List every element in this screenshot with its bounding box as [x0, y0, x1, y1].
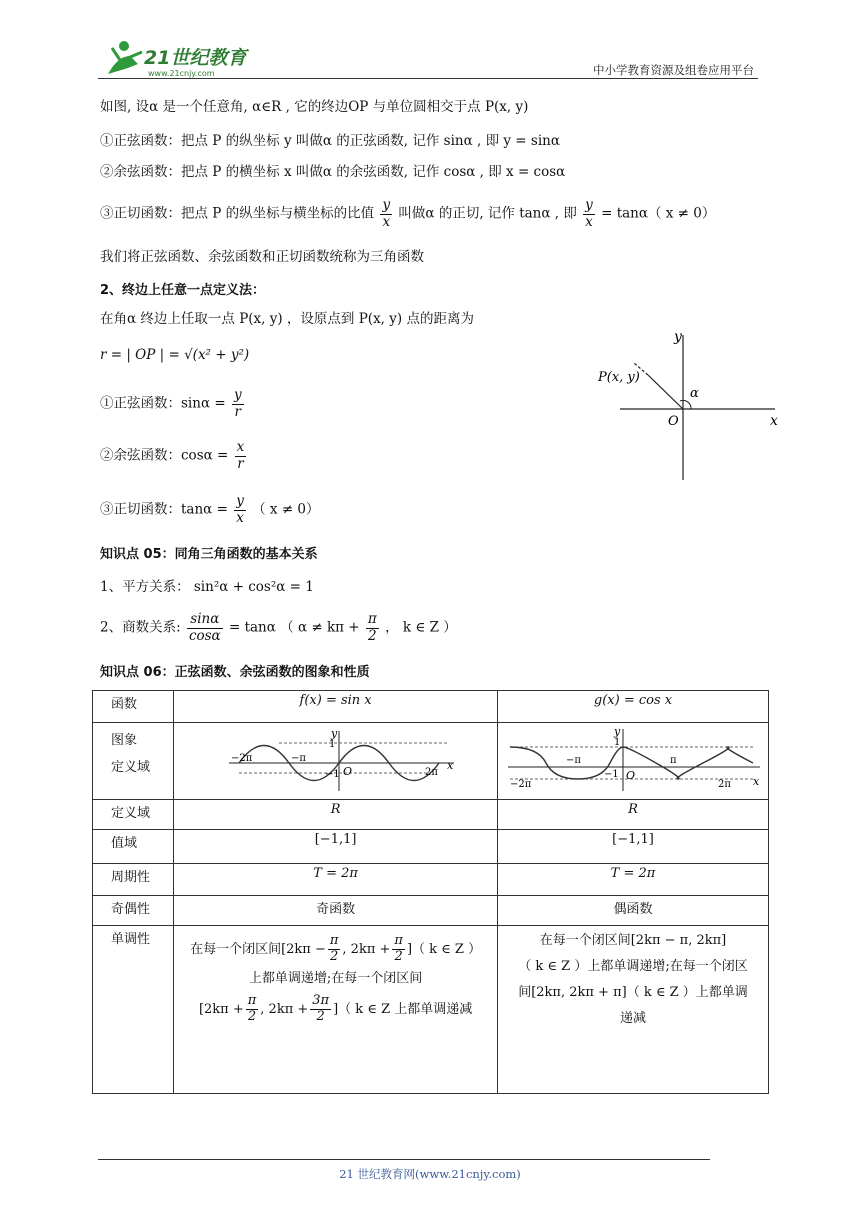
section-heading-2: 2、终边上任意一点定义法： — [100, 283, 266, 298]
svg-text:π: π — [669, 755, 677, 766]
table-head-func: 函数 — [93, 691, 174, 723]
table-row — [93, 800, 769, 830]
alpha-label: α — [690, 386, 699, 401]
footer-text: 21 世纪教育网(www.21cnjy.com) — [339, 1167, 521, 1181]
section-heading-05: 知识点 05：同角三角函数的基本关系 — [100, 547, 318, 562]
table-row — [93, 926, 769, 1094]
cosine-graph — [498, 723, 768, 795]
sine-graph — [179, 723, 492, 795]
sin-value: T = 2π — [174, 864, 498, 896]
properties-table — [92, 690, 769, 1094]
sine-ratio-def: ①正弦函数：sinα = $\frac{y}{r}$ — [100, 387, 242, 420]
cos-value: R — [497, 800, 768, 830]
tangent-ratio-def: ③正切函数：tanα = $\frac{y}{x}$ （ x ≠ 0） — [100, 493, 320, 526]
intro-line: 如图, 设α 是一个任意角, α∈R , 它的终边OP 与单位圆相交于点 P(x, y) — [100, 99, 529, 115]
svg-text:−1: −1 — [603, 769, 619, 780]
x-axis-label: x — [770, 413, 778, 429]
row-label: 单调性 — [93, 926, 174, 1094]
cos-monotonicity: 在每一个闭区间[2kπ − π, 2kπ] （ k ∈ Z ）上都单调递增;在每一个闭区 间[2kπ, 2kπ + π]（ k ∈ Z ）上都单调 递减 — [497, 926, 768, 1094]
table-head-sin: f(x) = sin x — [174, 691, 498, 723]
svg-text:−1: −1 — [325, 769, 340, 780]
svg-text:x: x — [752, 775, 760, 788]
table-row — [93, 723, 769, 800]
cosine-ratio-def: ②余弦函数：cosα = $\frac{x}{r}$ — [100, 439, 245, 472]
svg-text:−2π: −2π — [509, 779, 532, 790]
svg-text:1: 1 — [329, 739, 336, 750]
point-label: P(x, y) — [598, 370, 640, 385]
row-label: 值域 — [93, 830, 174, 864]
y-axis-label: y — [674, 329, 682, 345]
svg-text:−π: −π — [291, 753, 307, 764]
platform-name: 中小学教育资源及组卷应用平台 — [593, 63, 754, 77]
logo-url: www.21cnjy.com — [148, 69, 215, 78]
table-head-cos: g(x) = cos x — [497, 691, 768, 723]
svg-text:2π: 2π — [717, 779, 731, 790]
svg-text:O: O — [343, 765, 353, 778]
row-label: 奇偶性 — [93, 896, 174, 926]
svg-text:y: y — [331, 727, 338, 740]
footer-rule — [98, 1159, 710, 1160]
section-heading-06: 知识点 06：正弦函数、余弦函数的图象和性质 — [100, 665, 370, 680]
header-rule — [98, 78, 758, 79]
sin-value: [−1,1] — [174, 830, 498, 864]
graph-row-label: 图象 定义域 — [93, 723, 174, 800]
sine-unit-def: ①正弦函数：把点 P 的纵坐标 y 叫做α 的正弦函数, 记作 sinα , 即 y = sinα — [100, 133, 560, 149]
cosine-unit-def: ②余弦函数：把点 P 的横坐标 x 叫做α 的余弦函数, 记作 cosα , 即 x = cosα — [100, 164, 566, 180]
tangent-unit-def: ③正切函数：把点 P 的纵坐标与横坐标的比值 $\frac{y}{x}$ 叫做α 的正切, 记作 tanα , 即 $\frac{y}{x}$ = tanα（ x ≠ 0） — [100, 197, 716, 230]
row-label: 周期性 — [93, 864, 174, 896]
radius-formula: r = | OP | = √(x² + y²) — [100, 347, 250, 363]
svg-text:−π: −π — [565, 755, 581, 766]
row-label: 定义域 — [93, 800, 174, 830]
cos-value: T = 2π — [497, 864, 768, 896]
cos-value: [−1,1] — [497, 830, 768, 864]
table-row — [93, 896, 769, 926]
summary-line: 我们将正弦函数、余弦函数和正切函数统称为三角函数 — [100, 249, 424, 265]
svg-text:O: O — [625, 769, 636, 782]
svg-text:1: 1 — [613, 737, 621, 748]
sin-value: R — [174, 800, 498, 830]
sine-graph-cell — [174, 723, 498, 800]
site-logo — [98, 34, 258, 82]
svg-text:x: x — [447, 759, 454, 772]
table-row — [93, 830, 769, 864]
svg-text:−2π: −2π — [231, 753, 253, 764]
sin-value: 奇函数 — [174, 896, 498, 926]
table-row — [93, 864, 769, 896]
quotient-relation: 2、商数关系: $\frac{\sin\alpha}{\cos\alpha}$ = tanα （ α ≠ kπ + $\frac{\pi}{2}$ ， k ∈ Z ） — [100, 611, 457, 644]
arbitrary-point-line: 在角α 终边上任取一点 P(x, y) ，设原点到 P(x, y) 点的距离为 — [100, 311, 474, 327]
terminal-side-figure — [590, 325, 790, 485]
svg-text:y: y — [613, 725, 621, 738]
logo-text: 21世纪教育 — [144, 47, 247, 69]
square-relation: 1、平方关系： sin²α + cos²α = 1 — [100, 579, 314, 595]
cosine-graph-cell — [497, 723, 768, 800]
origin-label: O — [668, 414, 679, 429]
table-row — [93, 691, 769, 723]
cos-value: 偶函数 — [497, 896, 768, 926]
sin-monotonicity: 在每一个闭区间[2kπ − $\frac{\pi}{2}$ , 2kπ + $\frac{\pi}{2}$ ]（ k ∈ Z ） 上都单调递增;在每一个闭区间 [2kπ + $\frac{\pi}{2}$ , 2kπ + $\frac{3\pi}{2}$ ]（ k ∈ Z 上都单调递减 — [174, 926, 498, 1094]
svg-text:2π: 2π — [425, 767, 439, 778]
